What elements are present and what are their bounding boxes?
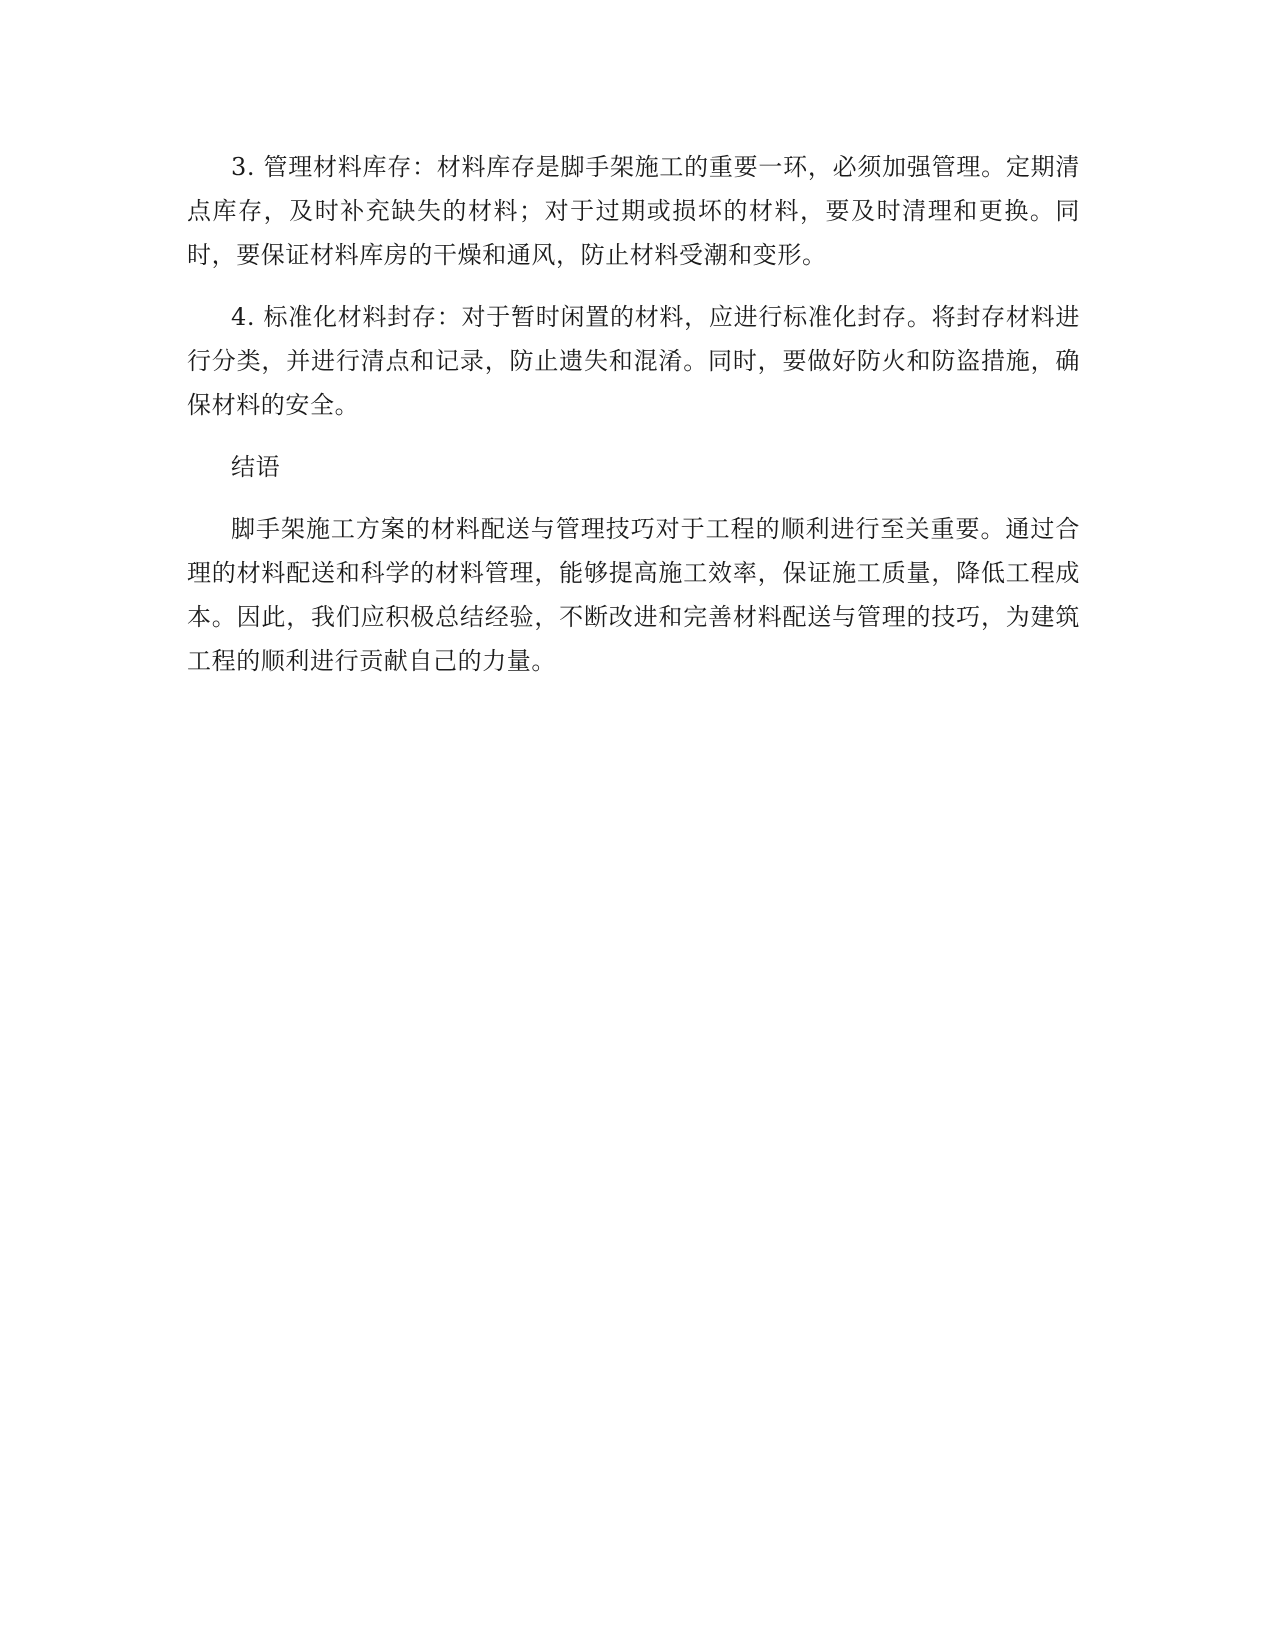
conclusion-heading: 结语 <box>231 453 281 481</box>
document-body <box>187 145 1080 701</box>
paragraph-material-sealing: 4. 标准化材料封存：对于暂时闲置的材料，应进行标准化封存。将封存材料进行分类，并进行清点和记录，防止遗失和混淆。同时，要做好防火和防盗措施，确保材料的安全。 <box>187 303 1080 419</box>
paragraph-inventory-management: 3. 管理材料库存：材料库存是脚手架施工的重要一环，必须加强管理。定期清点库存，及时补充缺失的材料；对于过期或损坏的材料，要及时清理和更换。同时，要保证材料库房的干燥和通风，防止材料受潮和变形。 <box>187 153 1080 269</box>
conclusion-paragraph: 脚手架施工方案的材料配送与管理技巧对于工程的顺利进行至关重要。通过合理的材料配送和科学的材料管理，能够提高施工效率，保证施工质量，降低工程成本。因此，我们应积极总结经验，不断改进和完善材料配送与管理的技巧，为建筑工程的顺利进行贡献自己的力量。 <box>187 515 1080 675</box>
